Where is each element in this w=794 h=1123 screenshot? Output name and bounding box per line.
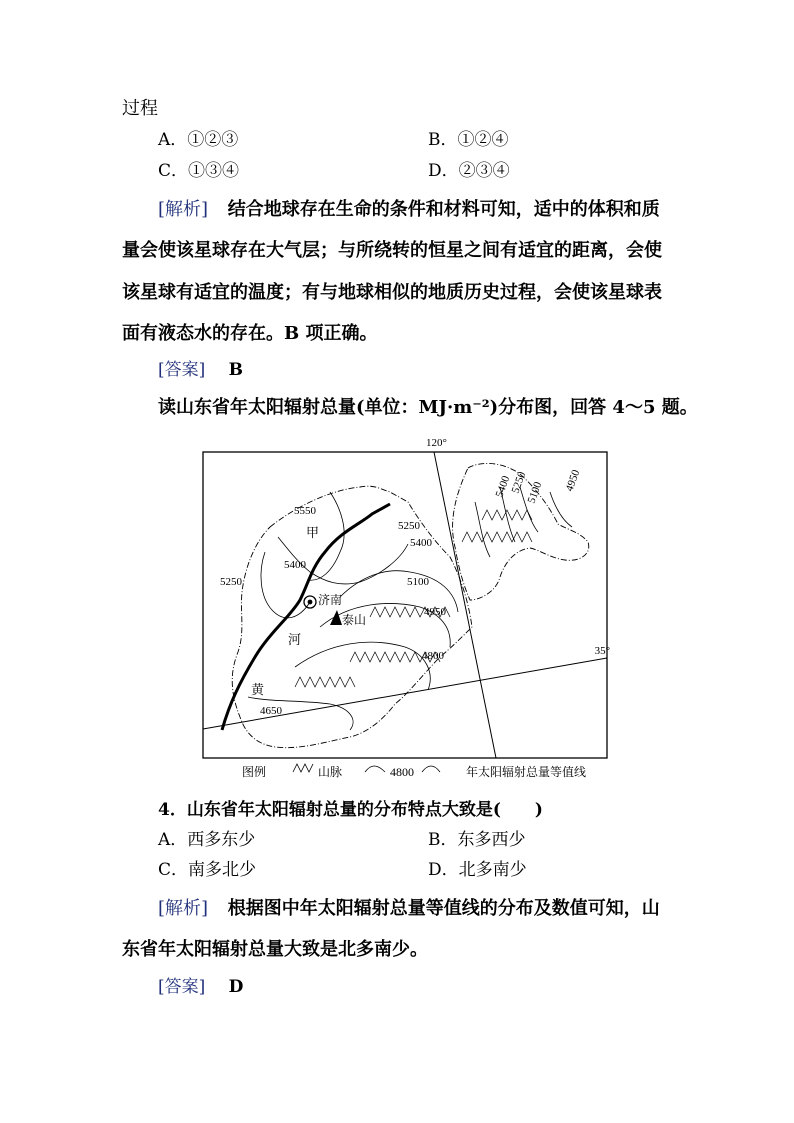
contour-label-5250-w: 5250 <box>220 576 242 588</box>
analysis-text: 根据图中年太阳辐射总量等值线的分布及数值可知，山 <box>227 898 660 919</box>
contour-4800 <box>295 642 430 690</box>
q3-analysis-line-2: 量会使该星球存在大气层；与所绕转的恒星之间有适宜的距离，会使 <box>122 240 662 261</box>
isoline-legend-icon-right <box>422 766 440 772</box>
contour-label-5400-n: 5400 <box>410 537 432 549</box>
answer-tag: [答案] <box>158 360 206 380</box>
q4-option-c: C．南多北少 <box>158 860 257 880</box>
q4-stem: 4．山东省年太阳辐射总量的分布特点大致是( ) <box>158 800 543 820</box>
q4-analysis-line-2: 东省年太阳辐射总量大致是北多南少。 <box>122 939 428 960</box>
question3-stem-tail: 过程 <box>122 98 158 119</box>
answer-value: B <box>228 360 244 380</box>
legend-title: 图例 <box>242 765 267 779</box>
longitude-line <box>434 452 496 758</box>
place-jinan: 济南 <box>318 593 343 607</box>
contour-label-4650: 4650 <box>260 705 282 717</box>
longitude-label: 120° <box>426 437 447 449</box>
legend-isoline-value: 4800 <box>390 765 414 779</box>
contour-label-5100-e: 5100 <box>525 480 545 506</box>
contour-label-5550: 5550 <box>294 505 316 517</box>
answer-tag: [答案] <box>158 977 206 997</box>
q3-analysis-line-3: 该星球有适宜的温度；有与地球相似的地质历史过程，会使该星球表 <box>122 282 662 303</box>
q4-option-a: A．西多东少 <box>158 830 256 850</box>
q3-option-d: D．②③④ <box>428 161 510 181</box>
q4-analysis-line-1 <box>158 896 660 922</box>
q3-analysis-line-1 <box>158 197 660 223</box>
contour-4950-e <box>550 492 572 527</box>
q3-option-a: A．①②③ <box>158 130 239 150</box>
shandong-solar-map <box>200 432 610 782</box>
mountain-range-east <box>462 532 532 542</box>
analysis-text: 结合地球存在生命的条件和材料可知，适中的体积和质 <box>227 199 660 220</box>
contour-label-5250-e: 5250 <box>509 470 529 496</box>
map-intro: 读山东省年太阳辐射总量(单位：MJ·m⁻²)分布图，回答 4～5 题。 <box>158 397 698 418</box>
contour-label-5400-w: 5400 <box>284 559 306 571</box>
contour-label-4800: 4800 <box>422 650 444 662</box>
place-jia: 甲 <box>306 525 320 540</box>
analysis-tag: [解析] <box>158 199 209 220</box>
latitude-label: 35° <box>594 645 610 657</box>
q3-option-c: C．①③④ <box>158 161 240 181</box>
contour-label-4950: 4950 <box>424 606 446 618</box>
place-taishan: 泰山 <box>342 613 367 627</box>
answer-value: D <box>228 977 244 997</box>
q3-answer <box>158 358 243 382</box>
contour-5400-e <box>475 502 490 557</box>
q4-answer <box>158 975 243 999</box>
taishan-peak-icon <box>330 610 342 625</box>
mountain-range-south <box>295 677 355 687</box>
q4-option-d: D．北多南少 <box>428 860 527 880</box>
legend-isoline: 年太阳辐射总量等值线 <box>466 765 587 779</box>
place-he: 河 <box>288 632 302 647</box>
contour-label-5250-n: 5250 <box>398 520 420 532</box>
q3-analysis-line-4: 面有液态水的存在。B 项正确。 <box>122 323 378 344</box>
contour-label-5400-e: 5400 <box>493 474 513 500</box>
contour-label-5100: 5100 <box>407 576 429 588</box>
isoline-legend-icon-left <box>365 766 385 772</box>
q3-option-b: B．①②④ <box>428 130 509 150</box>
place-huang: 黄 <box>251 682 265 697</box>
legend-mountain: 山脉 <box>318 765 343 779</box>
analysis-tag: [解析] <box>158 898 209 919</box>
mountain-legend-icon <box>293 764 313 772</box>
q4-option-b: B．东多西少 <box>428 830 526 850</box>
contour-label-4950-e: 4950 <box>563 468 583 494</box>
